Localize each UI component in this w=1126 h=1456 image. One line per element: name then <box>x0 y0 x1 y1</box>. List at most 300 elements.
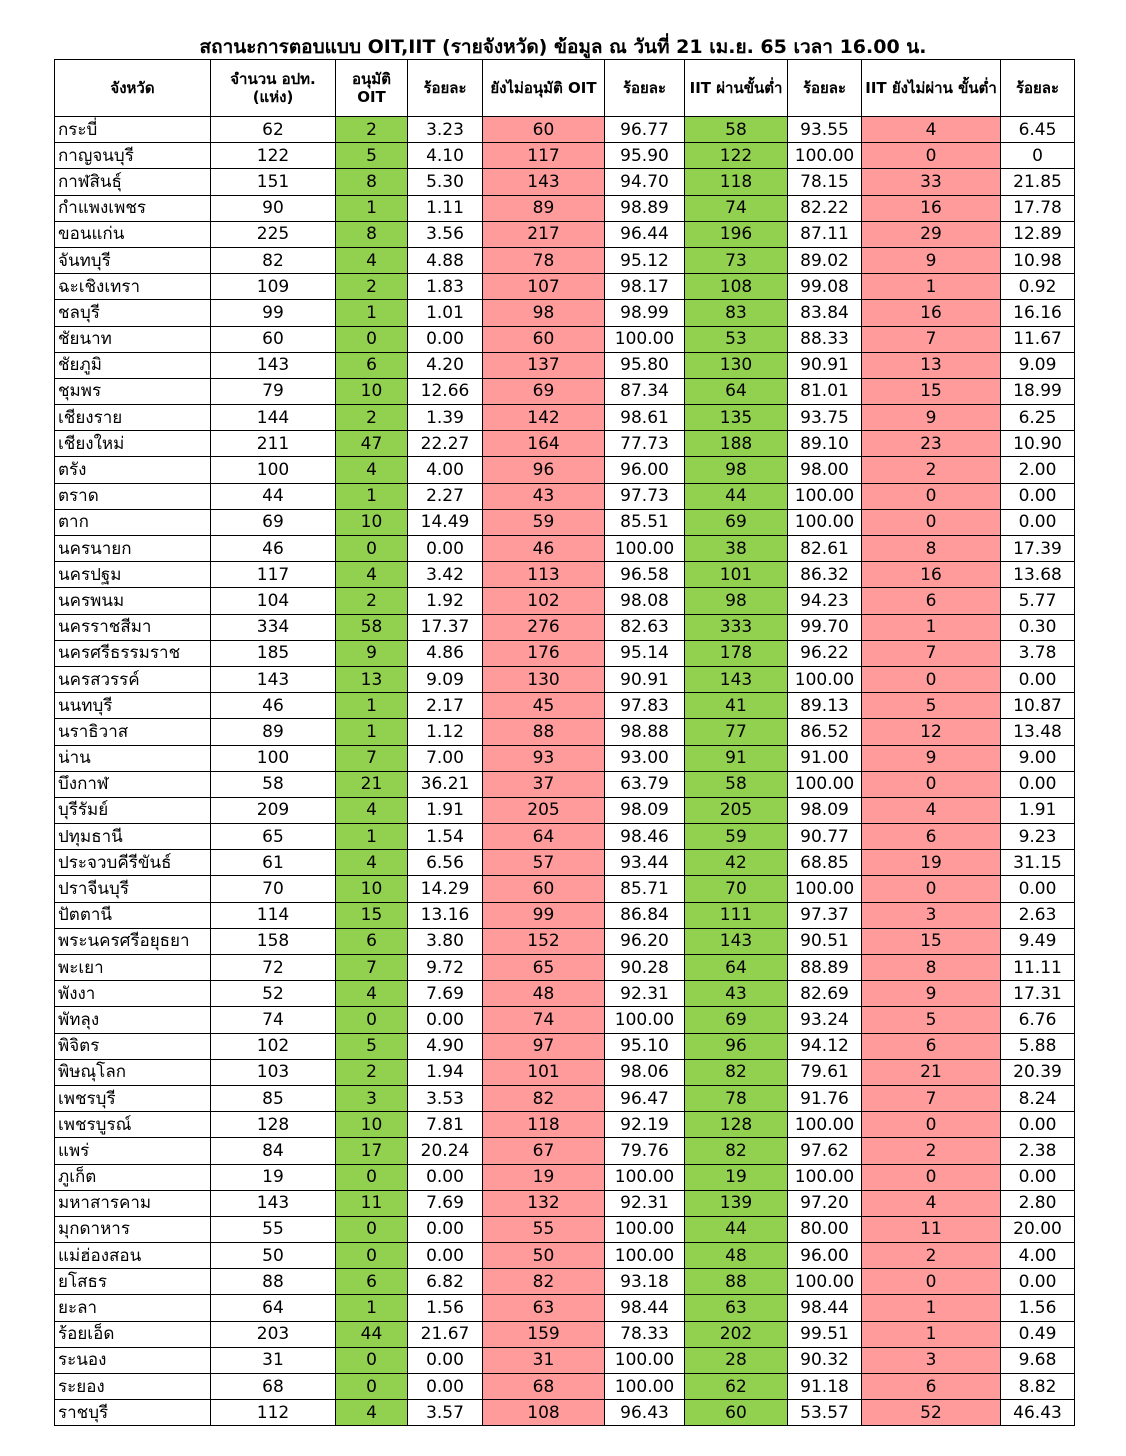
oit-approved-pct-cell: 9.72 <box>408 955 483 981</box>
iit-not-passed-pct-cell: 17.39 <box>1001 536 1075 562</box>
oit-approved-pct-cell: 12.66 <box>408 378 483 404</box>
oit-approved-cell: 4 <box>336 457 408 483</box>
table-row <box>55 1112 1075 1138</box>
oit-not-approved-pct-cell: 87.34 <box>605 378 685 404</box>
iit-passed-cell: 53 <box>685 326 788 352</box>
iit-passed-cell: 143 <box>685 928 788 954</box>
oit-approved-pct-cell: 3.56 <box>408 221 483 247</box>
table-row <box>55 405 1075 431</box>
oit-not-approved-pct-cell: 95.90 <box>605 143 685 169</box>
province-cell: นนทบุรี <box>55 693 211 719</box>
iit-not-passed-cell: 7 <box>862 326 1001 352</box>
oit-not-approved-pct-cell: 100.00 <box>605 1347 685 1373</box>
count-cell: 52 <box>211 981 336 1007</box>
oit-approved-pct-cell: 4.90 <box>408 1033 483 1059</box>
header-pct: ร้อยละ <box>408 60 483 117</box>
count-cell: 334 <box>211 614 336 640</box>
iit-not-passed-pct-cell: 21.85 <box>1001 169 1075 195</box>
iit-not-passed-cell: 6 <box>862 588 1001 614</box>
oit-not-approved-pct-cell: 79.76 <box>605 1138 685 1164</box>
table-row <box>55 1033 1075 1059</box>
iit-not-passed-cell: 2 <box>862 1243 1001 1269</box>
iit-not-passed-pct-cell: 17.31 <box>1001 981 1075 1007</box>
table-row <box>55 797 1075 823</box>
oit-not-approved-cell: 118 <box>483 1112 605 1138</box>
oit-approved-cell: 58 <box>336 614 408 640</box>
oit-approved-pct-cell: 1.83 <box>408 274 483 300</box>
iit-passed-cell: 60 <box>685 1400 788 1426</box>
table-row <box>55 1059 1075 1085</box>
oit-not-approved-pct-cell: 63.79 <box>605 771 685 797</box>
oit-not-approved-pct-cell: 90.28 <box>605 955 685 981</box>
iit-passed-cell: 73 <box>685 247 788 273</box>
province-cell: นครราชสีมา <box>55 614 211 640</box>
oit-approved-cell: 1 <box>336 824 408 850</box>
oit-not-approved-pct-cell: 96.43 <box>605 1400 685 1426</box>
oit-not-approved-pct-cell: 100.00 <box>605 536 685 562</box>
header-oit-approved: อนุมัติ OIT <box>336 60 408 117</box>
oit-approved-cell: 0 <box>336 1374 408 1400</box>
table-row <box>55 1243 1075 1269</box>
iit-passed-pct-cell: 90.51 <box>788 928 862 954</box>
iit-not-passed-pct-cell: 6.76 <box>1001 1007 1075 1033</box>
province-cell: นราธิวาส <box>55 719 211 745</box>
iit-not-passed-cell: 9 <box>862 745 1001 771</box>
count-cell: 58 <box>211 771 336 797</box>
province-cell: กำแพงเพชร <box>55 195 211 221</box>
oit-approved-pct-cell: 3.42 <box>408 562 483 588</box>
oit-approved-pct-cell: 4.88 <box>408 247 483 273</box>
iit-passed-cell: 196 <box>685 221 788 247</box>
count-cell: 64 <box>211 1295 336 1321</box>
oit-not-approved-cell: 60 <box>483 117 605 143</box>
iit-not-passed-pct-cell: 17.78 <box>1001 195 1075 221</box>
iit-not-passed-cell: 8 <box>862 536 1001 562</box>
province-cell: พะเยา <box>55 955 211 981</box>
province-cell: น่าน <box>55 745 211 771</box>
oit-not-approved-cell: 69 <box>483 378 605 404</box>
oit-approved-pct-cell: 20.24 <box>408 1138 483 1164</box>
iit-not-passed-cell: 16 <box>862 562 1001 588</box>
iit-not-passed-cell: 13 <box>862 352 1001 378</box>
oit-not-approved-pct-cell: 95.14 <box>605 640 685 666</box>
oit-approved-cell: 0 <box>336 1347 408 1373</box>
count-cell: 158 <box>211 928 336 954</box>
iit-not-passed-cell: 6 <box>862 1033 1001 1059</box>
oit-not-approved-cell: 31 <box>483 1347 605 1373</box>
oit-approved-cell: 0 <box>336 1243 408 1269</box>
oit-approved-pct-cell: 2.17 <box>408 693 483 719</box>
iit-not-passed-cell: 8 <box>862 955 1001 981</box>
iit-passed-cell: 188 <box>685 431 788 457</box>
province-cell: พัทลุง <box>55 1007 211 1033</box>
oit-approved-cell: 8 <box>336 169 408 195</box>
table-row <box>55 169 1075 195</box>
iit-passed-pct-cell: 93.75 <box>788 405 862 431</box>
iit-not-passed-pct-cell: 0.00 <box>1001 1112 1075 1138</box>
oit-not-approved-pct-cell: 100.00 <box>605 326 685 352</box>
oit-not-approved-pct-cell: 95.10 <box>605 1033 685 1059</box>
iit-not-passed-cell: 9 <box>862 247 1001 273</box>
iit-not-passed-pct-cell: 0.00 <box>1001 509 1075 535</box>
iit-passed-cell: 88 <box>685 1269 788 1295</box>
table-row <box>55 928 1075 954</box>
iit-not-passed-pct-cell: 9.49 <box>1001 928 1075 954</box>
oit-approved-cell: 10 <box>336 378 408 404</box>
oit-approved-cell: 0 <box>336 536 408 562</box>
iit-not-passed-pct-cell: 20.39 <box>1001 1059 1075 1085</box>
oit-approved-pct-cell: 1.12 <box>408 719 483 745</box>
oit-approved-cell: 1 <box>336 300 408 326</box>
oit-not-approved-pct-cell: 97.83 <box>605 693 685 719</box>
oit-approved-cell: 17 <box>336 1138 408 1164</box>
header-province: จังหวัด <box>55 60 211 117</box>
oit-not-approved-pct-cell: 92.31 <box>605 1190 685 1216</box>
province-cell: ปราจีนบุรี <box>55 876 211 902</box>
province-cell: พระนครศรีอยุธยา <box>55 928 211 954</box>
province-cell: แม่ฮ่องสอน <box>55 1243 211 1269</box>
table-row <box>55 850 1075 876</box>
oit-not-approved-cell: 276 <box>483 614 605 640</box>
table-row <box>55 457 1075 483</box>
count-cell: 90 <box>211 195 336 221</box>
oit-approved-pct-cell: 7.69 <box>408 981 483 1007</box>
iit-not-passed-pct-cell: 0 <box>1001 143 1075 169</box>
page-title: สถานะการตอบแบบ OIT,IIT (รายจังหวัด) ข้อมูล ณ วันที่ 21 เม.ย. 65 เวลา 16.00 น. <box>199 36 927 58</box>
oit-approved-pct-cell: 0.00 <box>408 1374 483 1400</box>
oit-approved-pct-cell: 14.29 <box>408 876 483 902</box>
oit-not-approved-pct-cell: 96.58 <box>605 562 685 588</box>
province-cell: แพร่ <box>55 1138 211 1164</box>
table-row <box>55 981 1075 1007</box>
iit-passed-cell: 205 <box>685 797 788 823</box>
oit-not-approved-cell: 117 <box>483 143 605 169</box>
iit-not-passed-pct-cell: 2.63 <box>1001 902 1075 928</box>
oit-not-approved-cell: 130 <box>483 666 605 692</box>
table-row <box>55 352 1075 378</box>
iit-passed-cell: 58 <box>685 771 788 797</box>
table-row <box>55 666 1075 692</box>
iit-passed-cell: 78 <box>685 1085 788 1111</box>
oit-not-approved-cell: 159 <box>483 1321 605 1347</box>
oit-approved-cell: 10 <box>336 509 408 535</box>
province-cell: บึงกาฬ <box>55 771 211 797</box>
oit-approved-pct-cell: 0.00 <box>408 1007 483 1033</box>
iit-passed-pct-cell: 88.89 <box>788 955 862 981</box>
oit-approved-pct-cell: 5.30 <box>408 169 483 195</box>
oit-not-approved-pct-cell: 98.89 <box>605 195 685 221</box>
table-row <box>55 614 1075 640</box>
table-row <box>55 378 1075 404</box>
oit-not-approved-pct-cell: 100.00 <box>605 1007 685 1033</box>
iit-passed-pct-cell: 81.01 <box>788 378 862 404</box>
oit-not-approved-cell: 132 <box>483 1190 605 1216</box>
oit-not-approved-pct-cell: 96.47 <box>605 1085 685 1111</box>
oit-not-approved-cell: 60 <box>483 876 605 902</box>
header-pct: ร้อยละ <box>1001 60 1075 117</box>
oit-approved-cell: 7 <box>336 955 408 981</box>
oit-approved-pct-cell: 1.92 <box>408 588 483 614</box>
oit-not-approved-pct-cell: 90.91 <box>605 666 685 692</box>
iit-passed-cell: 19 <box>685 1164 788 1190</box>
table-row <box>55 1164 1075 1190</box>
oit-approved-cell: 47 <box>336 431 408 457</box>
oit-approved-pct-cell: 1.56 <box>408 1295 483 1321</box>
iit-not-passed-cell: 6 <box>862 1374 1001 1400</box>
oit-not-approved-pct-cell: 98.88 <box>605 719 685 745</box>
iit-not-passed-cell: 0 <box>862 1164 1001 1190</box>
oit-not-approved-pct-cell: 82.63 <box>605 614 685 640</box>
iit-not-passed-cell: 0 <box>862 1269 1001 1295</box>
iit-passed-cell: 63 <box>685 1295 788 1321</box>
oit-approved-cell: 0 <box>336 1216 408 1242</box>
oit-not-approved-cell: 97 <box>483 1033 605 1059</box>
count-cell: 19 <box>211 1164 336 1190</box>
iit-not-passed-pct-cell: 0.49 <box>1001 1321 1075 1347</box>
iit-passed-cell: 42 <box>685 850 788 876</box>
count-cell: 185 <box>211 640 336 666</box>
iit-not-passed-pct-cell: 5.88 <box>1001 1033 1075 1059</box>
iit-not-passed-pct-cell: 9.09 <box>1001 352 1075 378</box>
count-cell: 99 <box>211 300 336 326</box>
count-cell: 211 <box>211 431 336 457</box>
iit-passed-pct-cell: 68.85 <box>788 850 862 876</box>
province-cell: ชลบุรี <box>55 300 211 326</box>
iit-passed-cell: 74 <box>685 195 788 221</box>
iit-not-passed-cell: 2 <box>862 1138 1001 1164</box>
province-cell: นครพนม <box>55 588 211 614</box>
oit-not-approved-cell: 98 <box>483 300 605 326</box>
iit-not-passed-pct-cell: 9.23 <box>1001 824 1075 850</box>
oit-not-approved-pct-cell: 98.08 <box>605 588 685 614</box>
oit-not-approved-cell: 57 <box>483 850 605 876</box>
province-cell: ร้อยเอ็ด <box>55 1321 211 1347</box>
count-cell: 122 <box>211 143 336 169</box>
iit-passed-pct-cell: 78.15 <box>788 169 862 195</box>
province-cell: พิษณุโลก <box>55 1059 211 1085</box>
province-cell: ชัยนาท <box>55 326 211 352</box>
oit-approved-cell: 1 <box>336 719 408 745</box>
table-row <box>55 1007 1075 1033</box>
iit-passed-cell: 333 <box>685 614 788 640</box>
oit-approved-cell: 13 <box>336 666 408 692</box>
table-row <box>55 195 1075 221</box>
oit-not-approved-pct-cell: 98.17 <box>605 274 685 300</box>
iit-not-passed-pct-cell: 6.25 <box>1001 405 1075 431</box>
iit-passed-cell: 83 <box>685 300 788 326</box>
iit-passed-pct-cell: 53.57 <box>788 1400 862 1426</box>
count-cell: 203 <box>211 1321 336 1347</box>
iit-passed-pct-cell: 99.51 <box>788 1321 862 1347</box>
oit-approved-cell: 2 <box>336 274 408 300</box>
count-cell: 55 <box>211 1216 336 1242</box>
oit-approved-cell: 1 <box>336 693 408 719</box>
iit-not-passed-cell: 2 <box>862 457 1001 483</box>
iit-passed-pct-cell: 91.76 <box>788 1085 862 1111</box>
oit-not-approved-pct-cell: 100.00 <box>605 1374 685 1400</box>
oit-approved-cell: 2 <box>336 588 408 614</box>
oit-approved-pct-cell: 0.00 <box>408 536 483 562</box>
oit-approved-cell: 5 <box>336 143 408 169</box>
iit-passed-cell: 135 <box>685 405 788 431</box>
iit-not-passed-pct-cell: 3.78 <box>1001 640 1075 666</box>
oit-approved-pct-cell: 6.82 <box>408 1269 483 1295</box>
province-cell: ตรัง <box>55 457 211 483</box>
iit-passed-pct-cell: 86.32 <box>788 562 862 588</box>
iit-passed-pct-cell: 90.91 <box>788 352 862 378</box>
oit-not-approved-pct-cell: 86.84 <box>605 902 685 928</box>
oit-approved-pct-cell: 4.00 <box>408 457 483 483</box>
province-cell: มุกดาหาร <box>55 1216 211 1242</box>
table-row <box>55 640 1075 666</box>
header-pct: ร้อยละ <box>788 60 862 117</box>
oit-not-approved-cell: 50 <box>483 1243 605 1269</box>
table-row <box>55 745 1075 771</box>
count-cell: 103 <box>211 1059 336 1085</box>
province-cell: กาญจนบุรี <box>55 143 211 169</box>
iit-passed-cell: 64 <box>685 955 788 981</box>
oit-not-approved-pct-cell: 100.00 <box>605 1164 685 1190</box>
table-row <box>55 1190 1075 1216</box>
oit-not-approved-cell: 68 <box>483 1374 605 1400</box>
iit-not-passed-cell: 1 <box>862 274 1001 300</box>
table-row <box>55 247 1075 273</box>
iit-passed-pct-cell: 82.61 <box>788 536 862 562</box>
oit-not-approved-cell: 45 <box>483 693 605 719</box>
iit-not-passed-cell: 3 <box>862 1347 1001 1373</box>
iit-passed-cell: 130 <box>685 352 788 378</box>
iit-passed-pct-cell: 99.08 <box>788 274 862 300</box>
count-cell: 60 <box>211 326 336 352</box>
count-cell: 50 <box>211 1243 336 1269</box>
table-row <box>55 1321 1075 1347</box>
oit-not-approved-cell: 217 <box>483 221 605 247</box>
iit-passed-cell: 70 <box>685 876 788 902</box>
iit-not-passed-pct-cell: 2.80 <box>1001 1190 1075 1216</box>
iit-passed-cell: 44 <box>685 483 788 509</box>
oit-not-approved-cell: 46 <box>483 536 605 562</box>
iit-not-passed-cell: 0 <box>862 509 1001 535</box>
count-cell: 151 <box>211 169 336 195</box>
iit-passed-cell: 111 <box>685 902 788 928</box>
iit-not-passed-cell: 19 <box>862 850 1001 876</box>
count-cell: 112 <box>211 1400 336 1426</box>
oit-not-approved-pct-cell: 96.44 <box>605 221 685 247</box>
province-cell: ภูเก็ต <box>55 1164 211 1190</box>
iit-not-passed-pct-cell: 20.00 <box>1001 1216 1075 1242</box>
iit-passed-pct-cell: 82.69 <box>788 981 862 1007</box>
oit-approved-pct-cell: 7.69 <box>408 1190 483 1216</box>
iit-passed-cell: 44 <box>685 1216 788 1242</box>
iit-passed-cell: 69 <box>685 1007 788 1033</box>
province-cell: นครศรีธรรมราช <box>55 640 211 666</box>
province-cell: ตาก <box>55 509 211 535</box>
iit-passed-pct-cell: 100.00 <box>788 876 862 902</box>
iit-passed-pct-cell: 87.11 <box>788 221 862 247</box>
iit-passed-pct-cell: 89.13 <box>788 693 862 719</box>
iit-not-passed-pct-cell: 12.89 <box>1001 221 1075 247</box>
iit-not-passed-cell: 0 <box>862 1112 1001 1138</box>
oit-not-approved-cell: 176 <box>483 640 605 666</box>
oit-not-approved-cell: 63 <box>483 1295 605 1321</box>
iit-passed-pct-cell: 88.33 <box>788 326 862 352</box>
oit-approved-pct-cell: 13.16 <box>408 902 483 928</box>
count-cell: 88 <box>211 1269 336 1295</box>
oit-not-approved-pct-cell: 94.70 <box>605 169 685 195</box>
iit-passed-pct-cell: 93.24 <box>788 1007 862 1033</box>
iit-not-passed-pct-cell: 5.77 <box>1001 588 1075 614</box>
iit-not-passed-pct-cell: 0.00 <box>1001 1269 1075 1295</box>
oit-not-approved-pct-cell: 95.80 <box>605 352 685 378</box>
count-cell: 209 <box>211 797 336 823</box>
iit-not-passed-cell: 4 <box>862 1190 1001 1216</box>
oit-approved-cell: 44 <box>336 1321 408 1347</box>
iit-passed-cell: 59 <box>685 824 788 850</box>
oit-not-approved-cell: 48 <box>483 981 605 1007</box>
iit-not-passed-pct-cell: 0.92 <box>1001 274 1075 300</box>
oit-not-approved-cell: 107 <box>483 274 605 300</box>
iit-not-passed-cell: 0 <box>862 876 1001 902</box>
iit-not-passed-cell: 4 <box>862 797 1001 823</box>
iit-passed-cell: 64 <box>685 378 788 404</box>
header-count: จำนวน อปท. (แห่ง) <box>211 60 336 117</box>
iit-not-passed-pct-cell: 9.68 <box>1001 1347 1075 1373</box>
table-body <box>55 117 1075 1426</box>
iit-passed-pct-cell: 90.32 <box>788 1347 862 1373</box>
oit-not-approved-pct-cell: 100.00 <box>605 1216 685 1242</box>
oit-approved-pct-cell: 3.57 <box>408 1400 483 1426</box>
table-row <box>55 221 1075 247</box>
province-cell: ตราด <box>55 483 211 509</box>
oit-approved-cell: 6 <box>336 352 408 378</box>
iit-not-passed-cell: 5 <box>862 693 1001 719</box>
oit-approved-pct-cell: 3.53 <box>408 1085 483 1111</box>
oit-not-approved-cell: 19 <box>483 1164 605 1190</box>
iit-not-passed-cell: 7 <box>862 640 1001 666</box>
oit-approved-cell: 3 <box>336 1085 408 1111</box>
iit-passed-pct-cell: 82.22 <box>788 195 862 221</box>
table-row <box>55 771 1075 797</box>
oit-not-approved-cell: 137 <box>483 352 605 378</box>
iit-passed-pct-cell: 80.00 <box>788 1216 862 1242</box>
iit-passed-pct-cell: 100.00 <box>788 771 862 797</box>
count-cell: 144 <box>211 405 336 431</box>
province-cell: ประจวบคีรีขันธ์ <box>55 850 211 876</box>
oit-not-approved-cell: 101 <box>483 1059 605 1085</box>
iit-passed-pct-cell: 89.10 <box>788 431 862 457</box>
oit-approved-cell: 7 <box>336 745 408 771</box>
count-cell: 100 <box>211 457 336 483</box>
province-cell: ชัยภูมิ <box>55 352 211 378</box>
iit-passed-cell: 48 <box>685 1243 788 1269</box>
oit-not-approved-cell: 108 <box>483 1400 605 1426</box>
province-cell: บุรีรัมย์ <box>55 797 211 823</box>
table-row <box>55 143 1075 169</box>
oit-approved-cell: 2 <box>336 1059 408 1085</box>
count-cell: 70 <box>211 876 336 902</box>
iit-passed-pct-cell: 94.12 <box>788 1033 862 1059</box>
iit-not-passed-pct-cell: 9.00 <box>1001 745 1075 771</box>
oit-not-approved-pct-cell: 85.71 <box>605 876 685 902</box>
count-cell: 143 <box>211 666 336 692</box>
iit-not-passed-cell: 52 <box>862 1400 1001 1426</box>
oit-not-approved-cell: 88 <box>483 719 605 745</box>
iit-not-passed-cell: 9 <box>862 405 1001 431</box>
iit-passed-pct-cell: 93.55 <box>788 117 862 143</box>
iit-not-passed-pct-cell: 18.99 <box>1001 378 1075 404</box>
oit-approved-pct-cell: 0.00 <box>408 326 483 352</box>
oit-approved-pct-cell: 7.81 <box>408 1112 483 1138</box>
